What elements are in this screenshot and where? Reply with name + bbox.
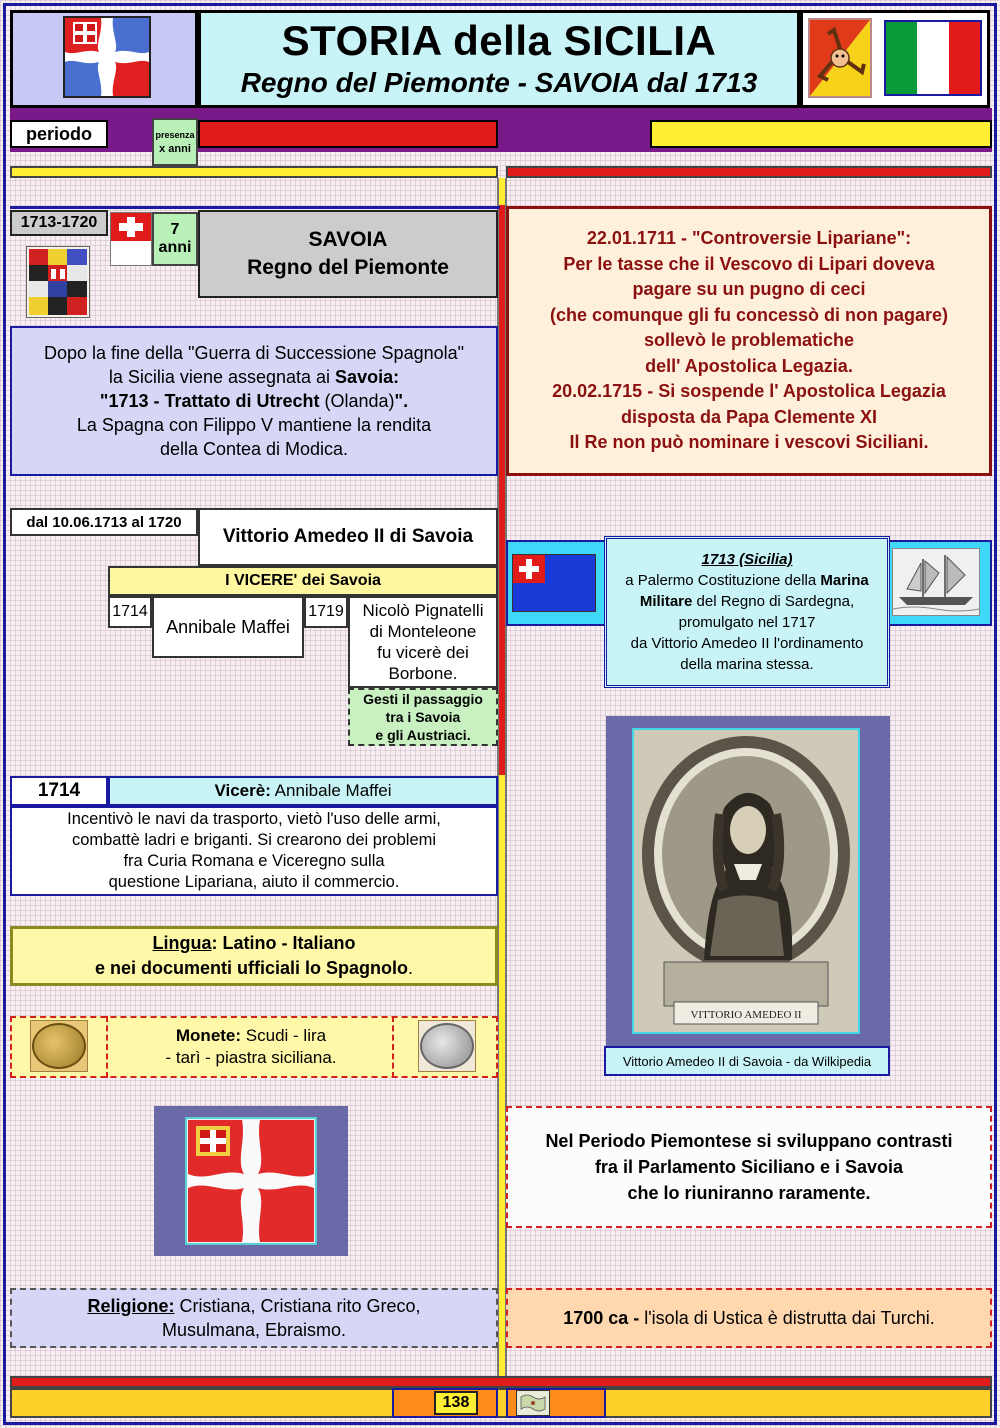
column-divider-red-segment: [499, 205, 505, 775]
page-number-box: [434, 1391, 478, 1415]
intro-line5: della Contea di Modica.: [159, 439, 349, 459]
ustica-box: [506, 1288, 992, 1348]
marina-line2: [640, 591, 854, 612]
timeline-yellow-bar-left: [10, 166, 498, 178]
legend-presenza-line1: presenza: [155, 130, 195, 140]
viceroy2-line4: Borbone.: [388, 664, 458, 683]
transition-line2: tra i Savoia: [385, 709, 461, 725]
parlamento-box: [506, 1106, 992, 1228]
marina-line2-text: del Regno di Sardegna,: [692, 593, 855, 610]
viceroy2-year-box: [304, 596, 348, 628]
period-dynasty: SAVOIA: [308, 228, 388, 251]
ustica-line: [563, 1308, 935, 1329]
religione-label: Religione:: [87, 1296, 175, 1316]
viceroy2-year: 1719: [308, 603, 344, 620]
intro-line4: La Spagna con Filippo V mantiene la rendita: [76, 415, 432, 435]
king-name: Vittorio Amedeo II di Savoia: [222, 526, 474, 547]
intro-olanda: (Olanda): [319, 391, 395, 411]
ustica-year: 1700 ca -: [563, 1307, 645, 1328]
parlamento-line1: Nel Periodo Piemontese si sviluppano contrasti: [545, 1131, 953, 1151]
viceroy-1714-line2: combattè ladri e briganti. Si crearono dei problemi: [71, 831, 437, 849]
header-title-box: [198, 10, 800, 108]
controversie-line9: Il Re non può nominare i vescovi Siciliani.: [569, 432, 929, 453]
viceroy1-name-box: [152, 596, 304, 658]
monete-text: [110, 1018, 392, 1076]
footer-yellow-bar: [10, 1388, 992, 1418]
portrait-plaque: VITTORIO AMEDEO II: [690, 1009, 802, 1021]
reign-dates-box: [10, 508, 198, 536]
viceroy-1714-text-box: [10, 806, 498, 896]
transition-box: [348, 688, 498, 746]
viceroy1-year-box: [108, 596, 152, 628]
viceroy1-year: 1714: [112, 603, 148, 620]
viceroy1-name: Annibale Maffei: [166, 616, 290, 637]
controversie-line4: (che comunque gli fu concessò di non pagare): [549, 304, 949, 325]
transition-line1: Gesti il passaggio: [363, 691, 483, 707]
footer-red-bar: [10, 1376, 992, 1388]
viceroy-1714-year: 1714: [37, 780, 81, 801]
viceroys-title-box: [108, 566, 498, 596]
page-subtitle: Regno del Piemonte - SAVOIA dal 1713: [240, 67, 758, 98]
intro-savoia: Savoia:: [335, 367, 400, 387]
controversie-line6: dell' Apostolica Legazia.: [645, 355, 853, 376]
intro-treaty-end: ".: [394, 391, 409, 411]
period-years: 1713-1720: [20, 214, 98, 231]
controversie-line8: disposta da Papa Clemente XI: [620, 406, 878, 427]
period-kingdom: Regno del Piemonte: [247, 256, 449, 279]
marina-bold-marina: Marina: [820, 572, 869, 589]
controversie-line2: Per le tasse che il Vescovo di Lipari doveva: [563, 253, 935, 274]
savoy-naval-flag: [512, 554, 596, 612]
timeline-red-bar-right: [506, 166, 992, 178]
page-number: 138: [442, 1394, 470, 1411]
viceroys-title: I VICERE' dei Savoia: [225, 572, 381, 589]
controversie-line7: 20.02.1715 - Si sospende l' Apostolica Legazia: [552, 381, 946, 402]
lingua-line2-end: .: [408, 958, 414, 978]
lingua-line2-text: e nei documenti ufficiali lo Spagnolo: [94, 958, 408, 978]
monete-line1: [176, 1025, 326, 1047]
marina-bold-militare: Militare: [639, 593, 693, 610]
portrait-caption-box: [604, 1046, 890, 1076]
marina-line5: della marina stessa.: [680, 656, 814, 673]
viceroy2-line3: fu vicerè dei: [377, 643, 469, 662]
marina-line4: da Vittorio Amedeo II l'ordinamento: [630, 635, 864, 652]
controversie-line5: sollevò le problematiche: [643, 330, 855, 351]
monete-label: Monete:: [175, 1026, 242, 1045]
savoy-red-cross-flag: [110, 212, 152, 266]
parlamento-line3: che lo riuniranno raramente.: [627, 1183, 871, 1203]
intro-line2-text: la Sicilia viene assegnata ai: [108, 367, 336, 387]
period-duration-unit: anni: [158, 239, 192, 256]
page-title: STORIA della SICILIA: [281, 17, 717, 64]
lingua-label: Lingua: [152, 933, 212, 953]
viceroy2-box: [348, 596, 498, 688]
period-duration-box: [152, 212, 198, 266]
marina-line1: [625, 570, 868, 591]
marina-title: 1713 (Sicilia): [701, 551, 793, 568]
lingua-box: [10, 926, 498, 986]
monete-line2: - tarì - piastra siciliana.: [165, 1048, 337, 1067]
period-years-box: [10, 210, 108, 236]
lingua-line1-rest: : Latino - Italiano: [211, 933, 356, 953]
king-box: [198, 508, 498, 566]
parlamento-line2: fra il Parlamento Siciliano e i Savoia: [594, 1157, 904, 1177]
legend-yellow-bar: [650, 120, 992, 148]
lingua-line2: [95, 956, 413, 981]
controversie-line3: pagare su un pugno di ceci: [632, 279, 866, 300]
viceroy-1714-line3: fra Curia Romana e Viceregno sulla: [123, 852, 385, 870]
reign-dates: dal 10.06.1713 al 1720: [26, 513, 182, 531]
silver-coin: [418, 1020, 476, 1072]
trinacria-flag: [808, 18, 872, 98]
period-duration-number: 7: [170, 221, 180, 238]
viceroy-1714-label: Vicerè:: [214, 781, 271, 800]
marina-line1-text: a Palermo Costituzione della: [625, 572, 821, 589]
sailing-ship-image: [892, 548, 980, 616]
period-blue-line: [10, 206, 500, 209]
viceroy2-line2: di Monteleone: [369, 622, 477, 641]
intro-box: [10, 326, 498, 476]
legend-periodo-label: periodo: [26, 123, 92, 144]
viceroy2-line1: Nicolò Pignatelli: [362, 601, 484, 620]
marina-box: [604, 536, 890, 688]
map-thumbnail-icon[interactable]: [516, 1390, 550, 1416]
controversie-line1: 22.01.1711 - "Controversie Lipariane":: [586, 228, 912, 249]
viceroy-1714-line4: questione Lipariana, aiuto il commercio.: [108, 873, 400, 891]
legend-savoy-red-bar: [198, 120, 498, 148]
marina-line3: promulgato nel 1717: [678, 614, 816, 631]
portrait-vittorio-amedeo: [632, 728, 860, 1034]
legend-periodo-box: [10, 120, 108, 148]
gold-coin: [30, 1020, 88, 1072]
monete-line1-rest: Scudi - lira: [241, 1026, 327, 1045]
lingua-line1: [153, 931, 356, 956]
italian-flag: [884, 20, 982, 96]
religione-line1: [87, 1294, 420, 1318]
savoy-coat-of-arms: [26, 246, 90, 318]
intro-line1: Dopo la fine della "Guerra di Successione Spagnola": [43, 343, 465, 363]
transition-line3: e gli Austriaci.: [375, 727, 471, 743]
savoy-cross-flag-small: [63, 16, 151, 98]
legend-presenza-box: [152, 118, 198, 166]
intro-line3: [100, 389, 408, 413]
savoy-flag-large: [154, 1106, 348, 1256]
portrait-caption: Vittorio Amedeo II di Savoia - da Wilkipedia: [622, 1053, 872, 1069]
intro-treaty: "1713 - Trattato di Utrecht: [99, 391, 320, 411]
viceroy-1714-line1: Incentivò le navi da trasporto, vietò l'uso delle armi,: [67, 810, 441, 828]
ustica-text: l'isola di Ustica è distrutta dai Turchi.: [644, 1307, 935, 1328]
religione-line1-rest: Cristiana, Cristiana rito Greco,: [174, 1296, 421, 1316]
legend-presenza-line2: x anni: [159, 143, 191, 155]
period-dynasty-box: [198, 210, 498, 298]
viceroy-1714-header: [108, 776, 498, 806]
religione-line2: Musulmana, Ebraismo.: [161, 1320, 347, 1340]
viceroy-1714-year-box: [10, 776, 108, 806]
controversie-box: [506, 206, 992, 476]
religione-box: [10, 1288, 498, 1348]
viceroy-1714-name: Annibale Maffei: [270, 781, 392, 800]
intro-line2: [109, 365, 399, 389]
